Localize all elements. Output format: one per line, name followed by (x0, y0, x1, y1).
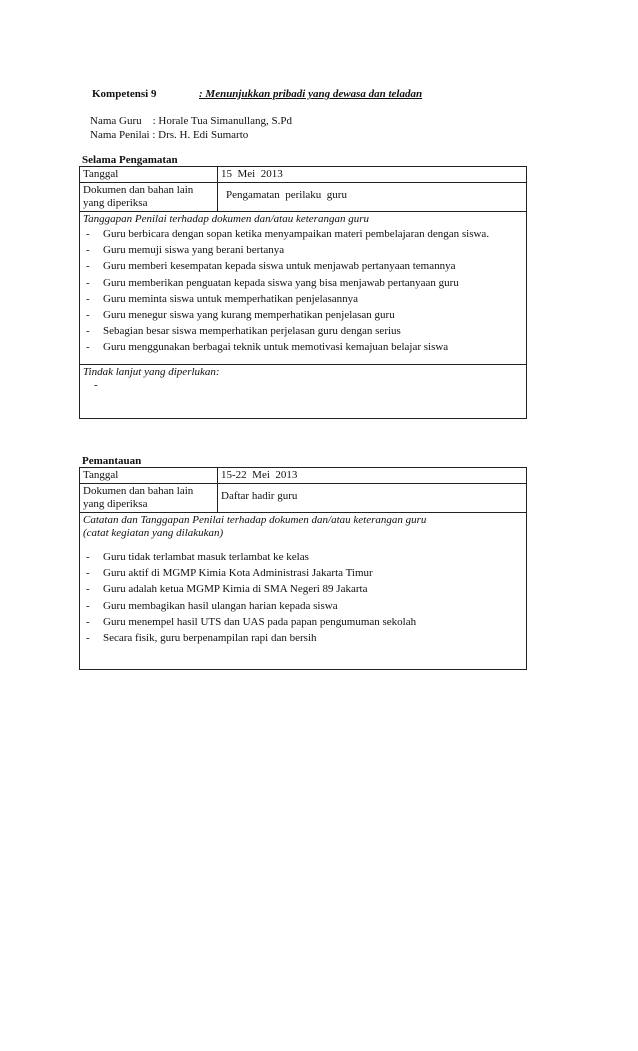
list-dash: - (86, 599, 90, 612)
list-item (83, 598, 523, 614)
table-row (80, 513, 527, 670)
section-monitoring-title: Pemantauan (82, 455, 142, 467)
notes-subheading: (catat kegiatan yang dilakukan) (83, 527, 224, 539)
competency-title: : Menunjukkan pribadi yang dewasa dan teladan (199, 88, 423, 100)
response-heading: Tanggapan Penilai terhadap dokumen dan/atau keterangan guru (83, 213, 369, 225)
document-label (80, 484, 218, 513)
table-row (80, 484, 527, 513)
list-dash: - (86, 615, 90, 628)
list-item-text: Guru membagikan hasil ulangan harian kepada siswa (103, 599, 338, 612)
list-item-text: Guru memuji siswa yang berani bertanya (103, 244, 285, 257)
list-item-text: Guru aktif di MGMP Kimia Kota Administrasi Jakarta Timur (103, 567, 373, 580)
table-row (80, 183, 527, 212)
list-dash: - (86, 341, 90, 354)
table-row (80, 468, 527, 484)
competency-header (92, 88, 612, 100)
list-item (83, 307, 523, 323)
list-item-text: Guru menegur siswa yang kurang memperhatikan penjelasan guru (103, 309, 395, 322)
list-item (83, 323, 523, 339)
list-dash: - (86, 567, 90, 580)
list-dash: - (86, 260, 90, 273)
list-item-text: Guru berbicara dengan sopan ketika menyampaikan materi pembelajaran dengan siswa. (103, 228, 490, 240)
list-dash: - (86, 244, 90, 257)
table-row (80, 167, 527, 183)
list-dash: - (86, 292, 90, 305)
date-label: Tanggal (80, 167, 218, 183)
teacher-name: Nama Guru : Horale Tua Simanullang, S.Pd (90, 115, 292, 127)
followup-heading: Tindak lanjut yang diperlukan: (83, 366, 220, 378)
document-label-line: Dokumen dan bahan lain (83, 485, 194, 497)
list-item (83, 226, 523, 242)
list-item-text: Guru menempel hasil UTS dan UAS pada papan pengumuman sekolah (103, 615, 417, 628)
document-label-line: yang diperiksa (83, 197, 148, 209)
section-observation-title: Selama Pengamatan (82, 154, 178, 166)
list-item (83, 565, 523, 581)
list-item (83, 339, 523, 355)
notes-list (83, 549, 523, 646)
document-label-line: Dokumen dan bahan lain (83, 184, 194, 196)
competency-label: Kompetensi 9 (92, 88, 157, 100)
list-item (83, 630, 523, 646)
document-value: Daftar hadir guru (218, 484, 527, 513)
document-label (80, 183, 218, 212)
response-list (83, 226, 523, 356)
list-item (83, 258, 523, 274)
followup-value: - (94, 379, 98, 391)
date-value: 15 Mei 2013 (218, 167, 527, 183)
observation-table (79, 166, 527, 419)
date-label: Tanggal (80, 468, 218, 484)
table-row (80, 212, 527, 365)
table-row (80, 365, 527, 419)
document-value: Pengamatan perilaku guru (218, 183, 527, 212)
list-item-text: Sebagian besar siswa memperhatikan perjelasan guru dengan serius (103, 325, 401, 338)
followup-cell (80, 365, 527, 419)
list-item-text: Guru memberi kesempatan kepada siswa untuk menjawab pertanyaan temannya (103, 260, 456, 273)
list-item-text: Guru adalah ketua MGMP Kimia di SMA Negeri 89 Jakarta (103, 583, 368, 596)
list-item-text: Guru memberikan penguatan kepada siswa yang bisa menjawab pertanyaan guru (103, 276, 459, 289)
list-item-text: Secara fisik, guru berpenampilan rapi dan bersih (103, 632, 317, 645)
list-item (83, 549, 523, 565)
response-cell (80, 212, 527, 365)
list-dash: - (86, 551, 90, 563)
list-dash: - (86, 228, 90, 240)
list-item-text: Guru menggunakan berbagai teknik untuk memotivasi kemajuan belajar siswa (103, 341, 449, 354)
list-dash: - (86, 325, 90, 338)
list-item (83, 614, 523, 630)
list-item-text: Guru tidak terlambat masuk terlambat ke kelas (103, 551, 309, 563)
list-dash: - (86, 583, 90, 596)
list-dash: - (86, 309, 90, 322)
document-label-line: yang diperiksa (83, 498, 148, 510)
list-dash: - (86, 276, 90, 289)
notes-heading: Catatan dan Tanggapan Penilai terhadap dokumen dan/atau keterangan guru (83, 514, 427, 526)
list-dash: - (86, 632, 90, 645)
list-item (83, 275, 523, 291)
date-value: 15-22 Mei 2013 (218, 468, 527, 484)
list-item (83, 581, 523, 597)
list-item (83, 291, 523, 307)
list-item-text: Guru meminta siswa untuk memperhatikan penjelasannya (103, 292, 359, 305)
notes-cell (80, 513, 527, 670)
list-item (83, 242, 523, 258)
assessor-name: Nama Penilai : Drs. H. Edi Sumarto (90, 129, 249, 141)
monitoring-table (79, 467, 527, 670)
